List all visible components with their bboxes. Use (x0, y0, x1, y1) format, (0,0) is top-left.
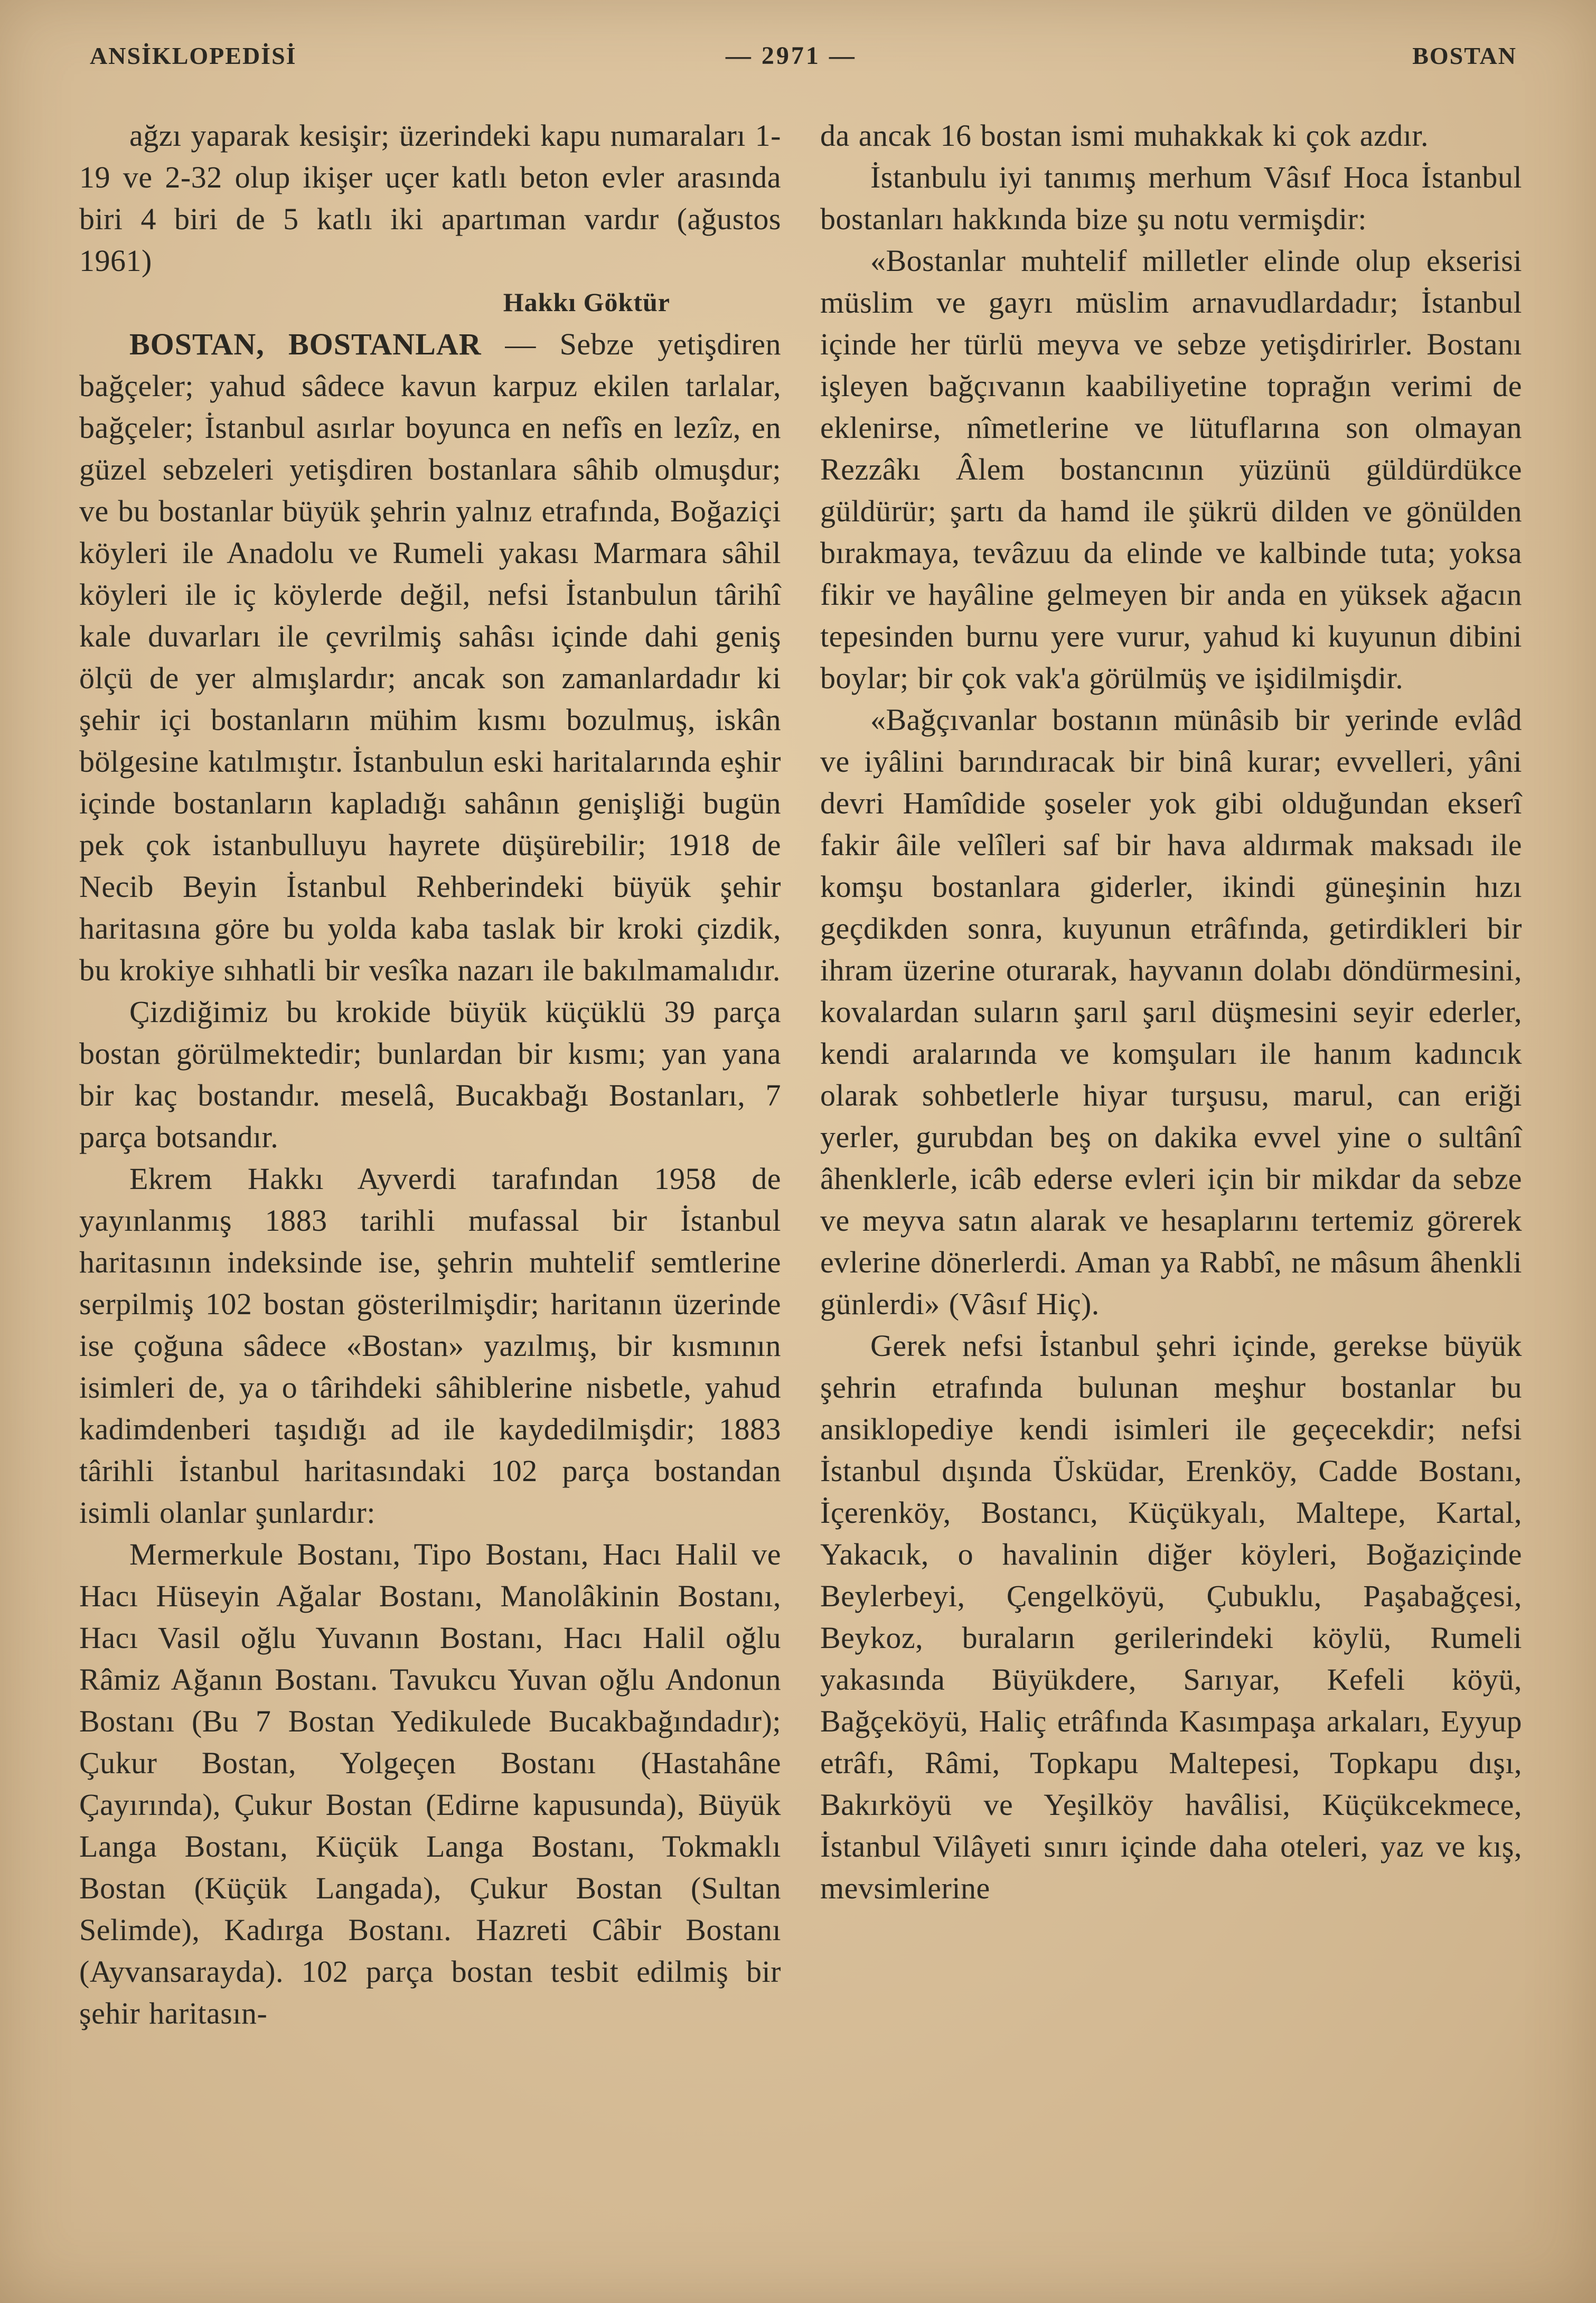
paragraph: Gerek nefsi İstanbul şehri içinde, gerekse büyük şehrin etrafında bulunan meşhur bostanlar bu ansiklopediye kendi isimleri ile geçecekdir; nefsi İstanbul dışında Üsküdar, Erenköy, Cadde Bostanı, İçerenköy, Bostancı, Küçükyalı, Maltepe, Kartal, Yakacık, o havalinin diğer köyleri, Boğaziçinde Beylerbeyi, Çengelköyü, Çubuklu, Paşabağçesi, Beykoz, buraların gerilerindeki köylü, Rumeli yakasında Büyükdere, Sarıyar, Kefeli köyü, Bağçeköyü, Haliç etrâfında Kasımpaşa arkaları, Eyyup etrâfı, Râmi, Topkapu Maltepesi, Topkapu dışı, Bakırköyü ve Yeşilköy havâlisi, Küçükcekmece, İstanbul Vilâyeti sınırı içinde daha oteleri, yaz ve kış, mevsimlerine (820, 1328, 1522, 1905)
paragraph: Çizdiğimiz bu krokide büyük küçüklü 39 parça bostan görülmektedir; bunlardan bir kısmı; yan yana bir kaç bostandır. meselâ, Bucakbağı Bostanları, 7 parça botsandır. (79, 995, 781, 1154)
paragraph-bostan-list: Mermerkule Bostanı, Tipo Bostanı, Hacı Halil ve Hacı Hüseyin Ağalar Bostanı, Manolâkinin Bostanı, Hacı Vasil oğlu Yuvanın Bostanı, Hacı Halil oğlu Râmiz Ağanın Bostanı. Tavukcu Yuvan oğlu Andonun Bostanı (Bu 7 Bostan Yedikulede Bucakbağındadır); Çukur Bostan, Yolgeçen Bostanı (Hastahâne Çayırında), Çukur Bostan (Edirne kapusunda), Büyük Langa Bostanı, Küçük Langa Bostanı, Tokmaklı Bostan (Küçük Langada), Çukur Bostan (Sultan Selimde), Kadırga Bostanı. Hazreti Câbir Bostanı (Ayvansarayda). 102 parça bostan tesbit edilmiş bir şehir haritasın- (79, 1537, 781, 2030)
left-column (79, 115, 781, 2034)
paragraph-quote: «Bağçıvanlar bostanın münâsib bir yerinde evlâd ve iyâlini barındıracak bir binâ kurar; evvelleri, yâni devri Hamîdide şoseler yok gibi olduğundan ekserî fakir âile velîleri saf bir hava aldırmak maksadı ile komşu bostanlara giderler, ikindi güneşinin hızı geçdikden sonra, kuyunun etrâfında, getirdikleri bir ihram üzerine oturarak, hayvanın dolabı döndürmesini, kovalardan suların şarıl şarıl düşmesini seyir ederler, kendi aralarında ve komşuları ile hanım kadıncık olarak sohbetlerle hiyar turşusu, marul, can eriği yerler, gurubdan beş on dakika evvel yine o sultânî âhenklerle, icâb ederse evleri için bir mikdar da sebze ve meyva satın alarak ve hesaplarını tertemiz görerek evlerine dönerlerdi. Aman ya Rabbî, ne mâsum âhenkli günlerdi» (Vâsıf Hiç). (820, 703, 1522, 1321)
paragraph-continuation: ağzı yaparak kesişir; üzerindeki kapu numaraları 1-19 ve 2-32 olup ikişer uçer katlı beton evler arasında biri 4 biri de 5 katlı iki apartıman vardır (ağustos 1961) (79, 118, 781, 278)
paragraph: Ekrem Hakkı Ayverdi tarafından 1958 de yayınlanmış 1883 tarihli mufassal bir İstanbul haritasının indeksinde ise, şehrin muhtelif semtlerine serpilmiş 102 bostan gösterilmişdir; haritanın üzerinde ise çoğuna sâdece «Bostan» yazılmış, bir kısmının isimleri de, ya o târihdeki sâhiblerine nisbetle, yahud kadimdenberi taşıdığı ad ile kaydedilmişdir; 1883 târihli İstanbul haritasındaki 102 parça bostandan isimli olanlar şunlardır: (79, 1162, 781, 1530)
two-column-body (79, 115, 1522, 2034)
paragraph: İstanbulu iyi tanımış merhum Vâsıf Hoca İstanbul bostanları hakkında bize şu notu vermişdir: (820, 160, 1522, 236)
paragraph-quote: «Bostanlar muhtelif milletler elinde olup ekserisi müslim ve gayrı müslim arnavudlardadır; İstanbul içinde her türlü meyva ve sebze yetişdirirler. Bostanı işleyen bağçıvanın kaabiliyetine toprağın verimi de eklenirse, nîmetlerine ve lütuflarına son olmayan Rezzâkı Âlem bostancının yüzünü güldürdükce güldürür; şartı da hamd ile şükrü dilden ve gönülden bırakmaya, tevâzuu da elinde ve kalbinde tuta; yoksa fikir ve hayâline gelmeyen bir anda en yüksek ağacın tepesinden burnu yere vurur, yahud ki kuyunun dibini boylar; bir çok vak'a görülmüş ve işidilmişdir. (820, 244, 1522, 695)
entry-text: — Sebze yetişdiren bağçeler; yahud sâdece kavun karpuz ekilen tarlalar, bağçeler; İstanbul asırlar boyunca en nefîs en lezîz, en güzel sebzeleri yetişdiren bostanlara sâhib olmuşdur; ve bu bostanlar büyük şehrin yalnız etrafında, Boğaziçi köyleri ile Anadolu ve Rumeli yakası Marmara sâhil köyleri ile iç köylerde değil, nefsi İstanbulun târihî kale duvarları ile çevrilmiş sahâsı içinde dahi geniş ölçü de yer almışlardır; ancak son zamanlardadır ki şehir içi bostanların mühim kısmı bozulmuş, iskân bölgesine katılmıştır. İstanbulun eski haritalarında eşhir içinde bostanların kapladığı sahânın genişliği bugün pek çok istanbulluyu hayrete düşürebilir; 1918 de Necib Beyin İstanbul Rehberindeki büyük şehir haritasına göre bu yolda kaba taslak bir kroki çizdik, bu krokiye sıhhatli bir vesîka nazarı ile bakılmamalıdır. (79, 327, 782, 987)
running-title-left: ANSİKLOPEDİSİ (90, 42, 297, 69)
entry-paragraph (79, 323, 781, 991)
entry-title: BOSTAN, BOSTANLAR (129, 327, 482, 361)
page-number: — 2971 — (725, 42, 857, 70)
paragraph-continuation: da ancak 16 bostan ismi muhakkak ki çok azdır. (820, 118, 1429, 153)
author-byline: Hakkı Göktür (503, 287, 670, 317)
page-header (79, 41, 1522, 70)
right-column (820, 115, 1522, 2034)
running-title-right: BOSTAN (1412, 42, 1517, 69)
